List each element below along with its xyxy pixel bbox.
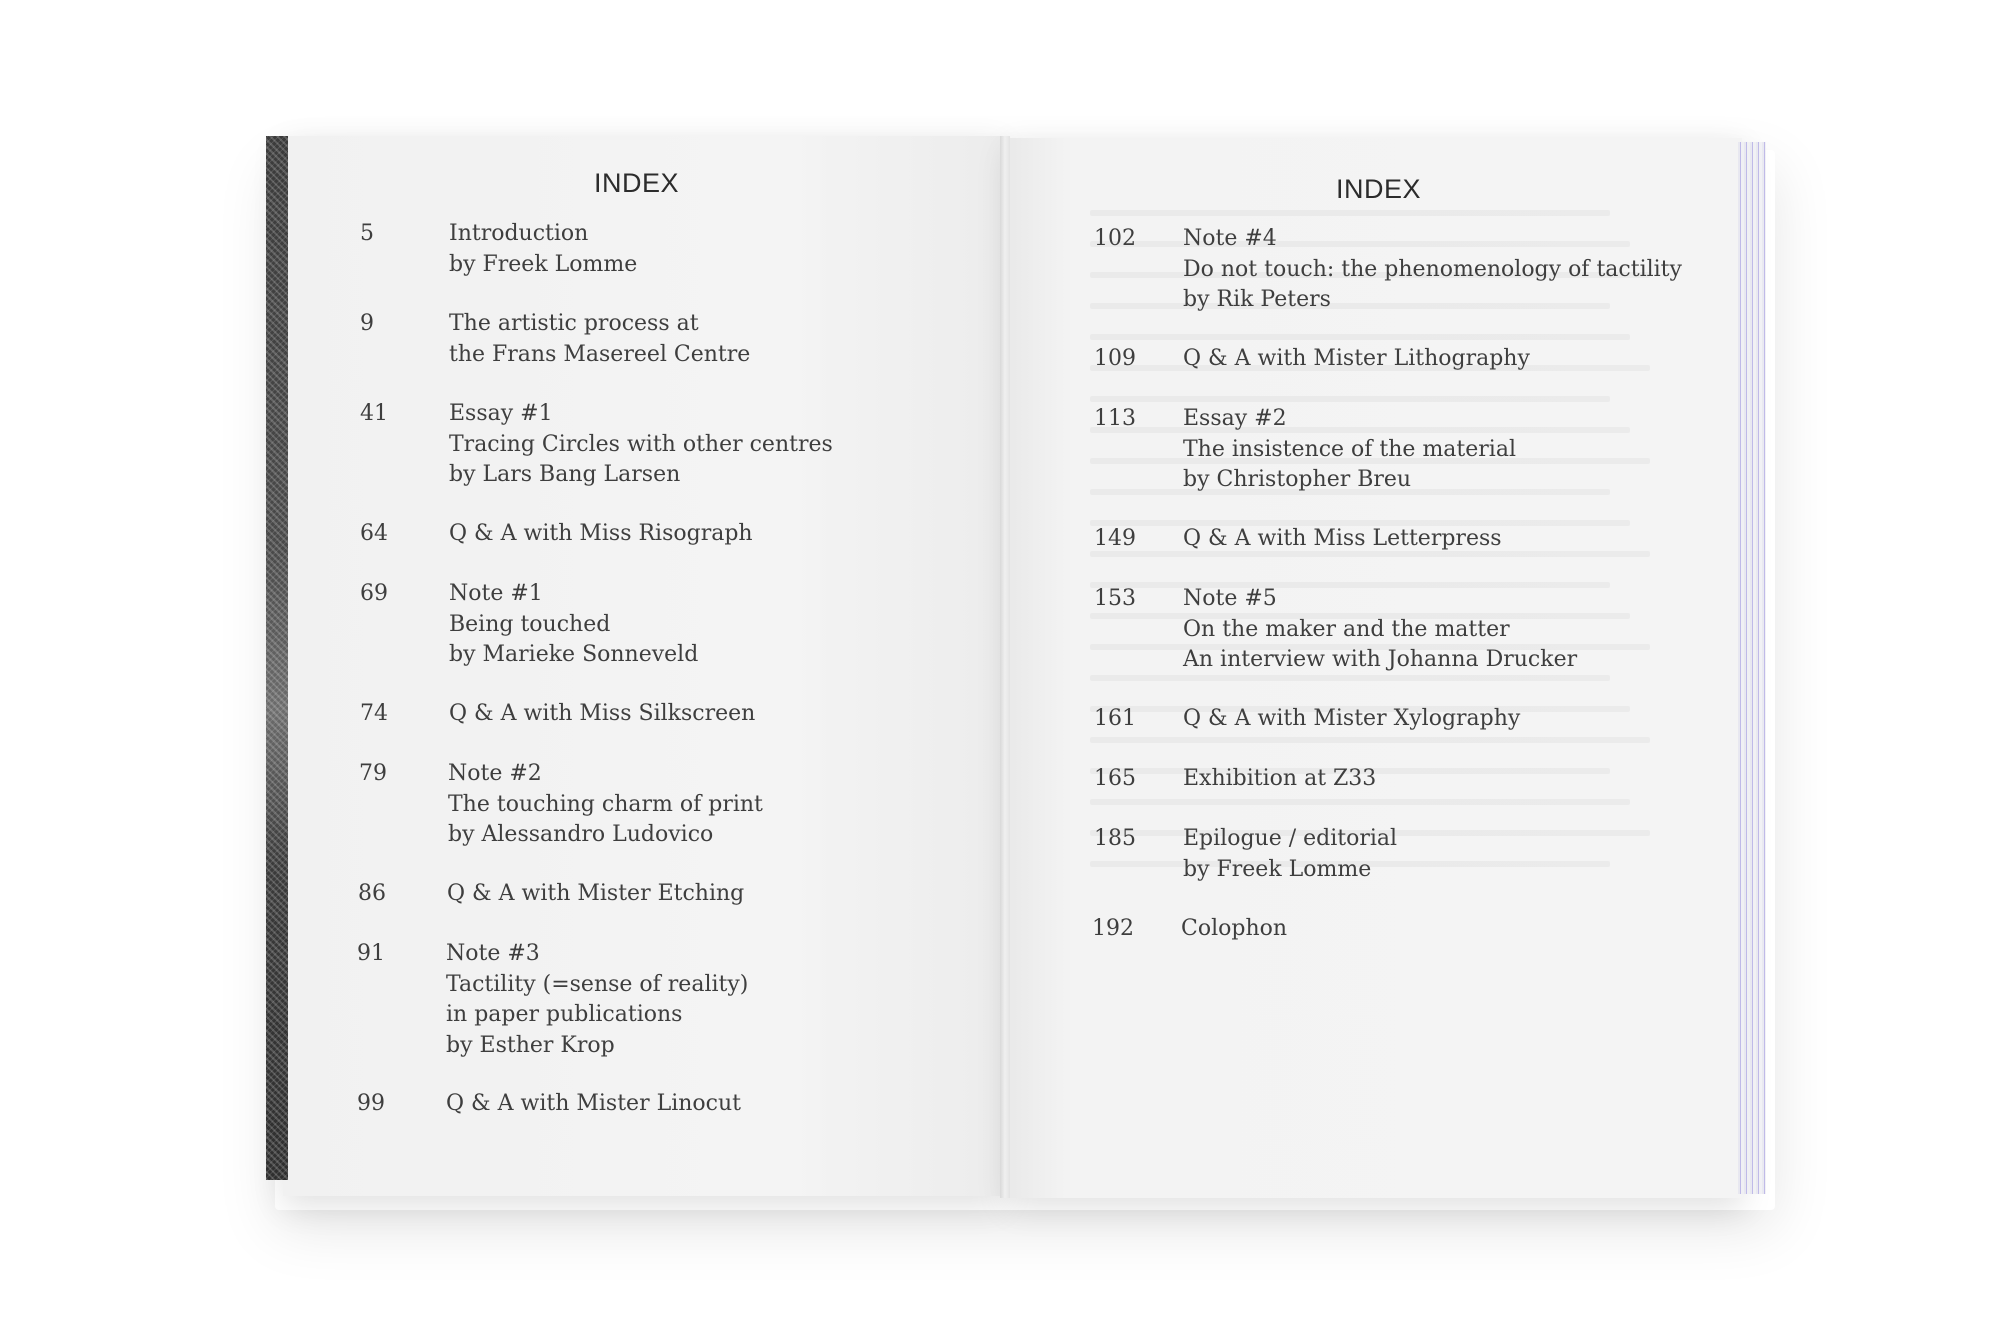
entry-page-number: 153 bbox=[1094, 586, 1136, 611]
entry-page-number: 185 bbox=[1094, 826, 1136, 851]
entry-text bbox=[1183, 764, 1376, 795]
entry-line: Being touched bbox=[449, 611, 611, 637]
show-through-line bbox=[1090, 396, 1610, 402]
entry-page-number: 79 bbox=[359, 761, 387, 786]
entry-text bbox=[448, 759, 763, 851]
entry-line: Note #2 bbox=[448, 761, 542, 786]
entry-page-number: 5 bbox=[360, 221, 374, 246]
entry-page-number: 149 bbox=[1094, 526, 1136, 551]
entry-line: by Freek Lomme bbox=[449, 251, 638, 277]
entry-page-number: 161 bbox=[1094, 706, 1136, 731]
entry-text bbox=[449, 399, 833, 491]
entry-text bbox=[449, 219, 637, 280]
entry-line: by Esther Krop bbox=[446, 1032, 615, 1058]
entry-line: Note #4 bbox=[1183, 226, 1277, 251]
entry-page-number: 109 bbox=[1094, 346, 1136, 371]
entry-line: Colophon bbox=[1181, 916, 1288, 941]
right-index-title: INDEX bbox=[1336, 174, 1422, 204]
entry-page-number: 9 bbox=[360, 311, 374, 336]
show-through-line bbox=[1090, 334, 1630, 340]
entry-text bbox=[1183, 524, 1502, 555]
entry-page-number: 64 bbox=[360, 521, 388, 546]
entry-text bbox=[1183, 584, 1577, 676]
entry-page-number: 192 bbox=[1092, 916, 1134, 941]
show-through-line bbox=[1090, 799, 1630, 805]
entry-line: Introduction bbox=[449, 221, 589, 246]
entry-page-number: 86 bbox=[358, 881, 386, 906]
entry-line: Tactility (=sense of reality) bbox=[446, 971, 749, 997]
left-index-title: INDEX bbox=[594, 168, 680, 198]
cover-edge-strip bbox=[266, 136, 288, 1180]
entry-line: Q & A with Mister Etching bbox=[447, 881, 745, 906]
entry-line: in paper publications bbox=[446, 1002, 683, 1027]
entry-line: The artistic process at bbox=[449, 311, 699, 336]
entry-line: by Lars Bang Larsen bbox=[449, 462, 681, 487]
entry-text bbox=[447, 879, 744, 910]
entry-text bbox=[449, 519, 753, 550]
entry-text bbox=[449, 309, 750, 370]
entry-line: Q & A with Miss Risograph bbox=[449, 521, 753, 546]
entry-text bbox=[1183, 704, 1520, 735]
entry-line: Essay #1 bbox=[449, 401, 553, 426]
entry-line: The touching charm of print bbox=[448, 791, 763, 817]
entry-line: by Freek Lomme bbox=[1183, 856, 1372, 882]
show-through-line bbox=[1090, 675, 1610, 681]
entry-line: Tracing Circles with other centres bbox=[449, 431, 833, 457]
entry-line: by Alessandro Ludovico bbox=[448, 822, 714, 847]
entry-text bbox=[1183, 824, 1397, 885]
entry-text bbox=[1183, 224, 1682, 316]
entry-line: by Marieke Sonneveld bbox=[449, 642, 699, 667]
entry-line: Note #3 bbox=[446, 941, 540, 966]
entry-line: Note #5 bbox=[1183, 586, 1277, 611]
entry-page-number: 102 bbox=[1094, 226, 1136, 251]
entry-text bbox=[1183, 404, 1516, 496]
show-through-line bbox=[1090, 737, 1650, 743]
entry-line: Q & A with Mister Linocut bbox=[446, 1091, 741, 1116]
entry-line: Exhibition at Z33 bbox=[1183, 766, 1377, 791]
entry-page-number: 165 bbox=[1094, 766, 1136, 791]
entry-line: Do not touch: the phenomenology of tactility bbox=[1183, 256, 1682, 282]
entry-text bbox=[449, 699, 755, 730]
page-edges bbox=[1738, 142, 1766, 1194]
entry-line: Essay #2 bbox=[1183, 406, 1287, 431]
entry-page-number: 69 bbox=[360, 581, 388, 606]
book-gutter bbox=[1000, 136, 1010, 1198]
entry-line: Q & A with Miss Letterpress bbox=[1183, 526, 1502, 551]
entry-line: by Christopher Breu bbox=[1183, 467, 1412, 492]
entry-page-number: 113 bbox=[1094, 406, 1136, 431]
entry-line: Epilogue / editorial bbox=[1183, 826, 1398, 851]
entry-text bbox=[446, 939, 748, 1061]
entry-line: the Frans Masereel Centre bbox=[449, 341, 751, 367]
show-through-line bbox=[1090, 210, 1610, 216]
entry-line: Note #1 bbox=[449, 581, 543, 606]
entry-line: The insistence of the material bbox=[1183, 436, 1516, 462]
entry-page-number: 99 bbox=[357, 1091, 385, 1116]
entry-line: Q & A with Miss Silkscreen bbox=[449, 701, 756, 726]
entry-line: Q & A with Mister Xylography bbox=[1183, 706, 1521, 731]
entry-text bbox=[446, 1089, 741, 1120]
entry-page-number: 91 bbox=[357, 941, 385, 966]
entry-line: by Rik Peters bbox=[1183, 287, 1331, 312]
entry-line: An interview with Johanna Drucker bbox=[1183, 647, 1578, 672]
entry-text bbox=[1183, 344, 1530, 375]
entry-line: On the maker and the matter bbox=[1183, 616, 1510, 642]
entry-page-number: 74 bbox=[360, 701, 388, 726]
entry-line: Q & A with Mister Lithography bbox=[1183, 346, 1530, 371]
entry-text bbox=[1181, 914, 1287, 945]
entry-page-number: 41 bbox=[360, 401, 388, 426]
entry-text bbox=[449, 579, 698, 671]
